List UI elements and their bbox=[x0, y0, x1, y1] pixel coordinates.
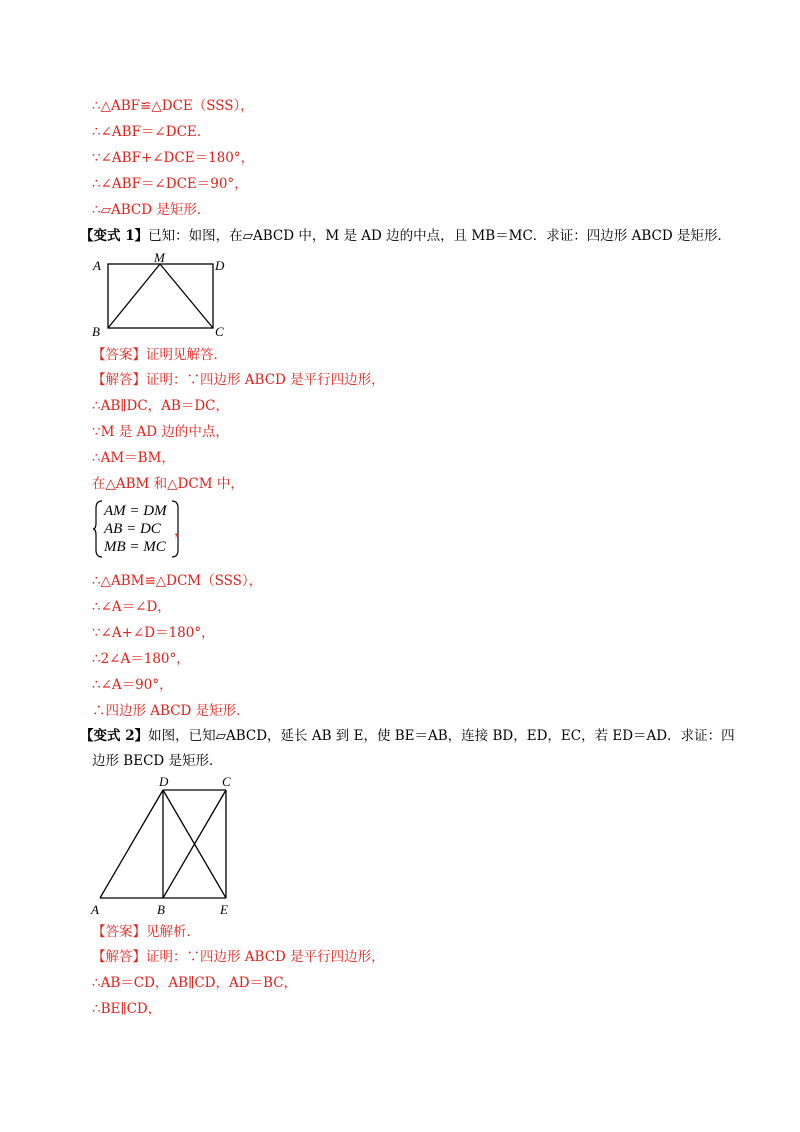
solution-first: 证明：∵四边形 ABCD 是平行四边形， bbox=[146, 372, 385, 388]
variant1-figure bbox=[88, 252, 248, 346]
system-row: MB = MC bbox=[104, 539, 166, 555]
proof-line: ∵∠ABF+∠DCE＝180°， bbox=[92, 150, 255, 166]
proof-line: ∴BE∥CD， bbox=[92, 1001, 162, 1017]
fig2-label-a: A bbox=[91, 902, 99, 917]
variant2-question-line2: 边形 BECD 是矩形． bbox=[92, 753, 223, 769]
proof-line: ∴2∠A＝180°， bbox=[92, 651, 190, 667]
system-row: AM = DM bbox=[104, 503, 167, 519]
fig1-label-c: C bbox=[215, 324, 224, 339]
proof-line: ∵∠A+∠D＝180°， bbox=[92, 625, 215, 641]
variant1-question bbox=[80, 227, 731, 245]
proof-line: ∴AB∥DC，AB＝DC， bbox=[92, 398, 229, 414]
fig1-label-d: D bbox=[215, 258, 225, 273]
proof-line: ∴∠A＝∠D， bbox=[92, 599, 171, 615]
equation-system bbox=[92, 500, 182, 558]
variant1-answer bbox=[92, 346, 227, 364]
fig2-label-e: E bbox=[220, 902, 228, 917]
fig2-label-d: D bbox=[159, 774, 169, 789]
fig1-label-m: M bbox=[154, 252, 165, 265]
variant2-solution bbox=[92, 948, 385, 966]
proof-line: ∴AB＝CD，AB∥CD，AD＝BC， bbox=[92, 975, 298, 991]
answer-tag: 【答案】 bbox=[92, 924, 146, 940]
solution-tag: 【解答】 bbox=[92, 372, 146, 388]
proof-line: ∴△ABF≌△DCE（SSS）， bbox=[92, 98, 254, 114]
proof-line: ∴▱ABCD 是矩形. bbox=[92, 202, 202, 218]
fig2-label-b: B bbox=[157, 902, 165, 917]
proof-line: 在△ABM 和△DCM 中， bbox=[92, 476, 244, 492]
variant2-question bbox=[80, 727, 735, 745]
answer-text: 见解析． bbox=[146, 924, 200, 940]
variant1-question-text: 已知：如图，在▱ABCD 中，M 是 AD 边的中点，且 MB＝MC．求证：四边形 ABCD 是矩形． bbox=[148, 228, 731, 244]
answer-tag: 【答案】 bbox=[92, 347, 146, 363]
answer-text: 证明见解答． bbox=[146, 347, 227, 363]
proof-line: ∴AM＝BM， bbox=[92, 450, 175, 466]
variant2-question-line1: 如图，已知▱ABCD，延长 AB 到 E，使 BE＝AB，连接 BD，ED，EC，若 ED＝AD．求证：四 bbox=[148, 728, 735, 744]
fig2-label-c: C bbox=[222, 774, 231, 789]
solution-first: 证明：∵四边形 ABCD 是平行四边形， bbox=[146, 949, 385, 965]
system-end: ， bbox=[174, 523, 188, 539]
variant2-answer bbox=[92, 923, 200, 941]
variant1-tag: 【变式 1】 bbox=[80, 228, 149, 244]
proof-line: ∴∠A＝90°， bbox=[92, 677, 173, 693]
fig1-label-a: A bbox=[93, 258, 101, 273]
proof-line: ∵M 是 AD 边的中点， bbox=[92, 424, 229, 440]
proof-line: ∴∠ABF＝∠DCE. bbox=[92, 124, 202, 140]
proof-line: ∴△ABM≌△DCM（SSS）， bbox=[92, 573, 263, 589]
variant1-solution bbox=[92, 371, 385, 389]
solution-tag: 【解答】 bbox=[92, 949, 146, 965]
variant2-tag: 【变式 2】 bbox=[80, 728, 149, 744]
left-brace-icon bbox=[92, 500, 104, 558]
variant2-figure bbox=[86, 772, 246, 926]
proof-line: ∴四边形 ABCD 是矩形． bbox=[92, 703, 250, 719]
system-row: AB = DC bbox=[104, 521, 161, 537]
proof-line: ∴∠ABF＝∠DCE＝90°， bbox=[92, 176, 248, 192]
fig1-label-b: B bbox=[92, 324, 100, 339]
